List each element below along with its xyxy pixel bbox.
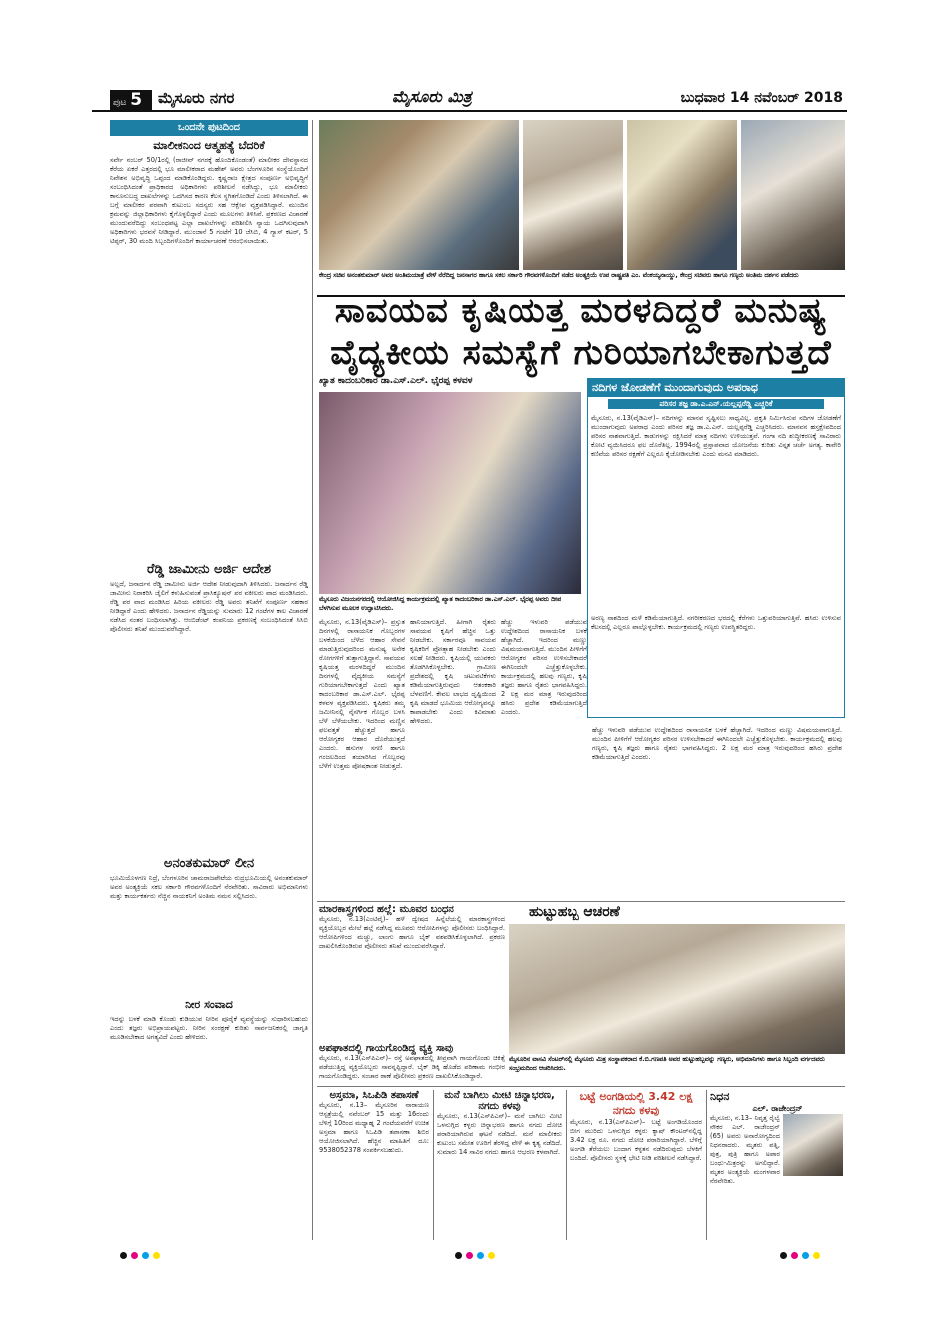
story-text: ಭೂಮಿಯೊಳಗಣ ನಿದ್ರೆ, ಬೆಂಗಳೂರಿನ ಚಾಮರಾಜಪೇಟೆಯ ರುದ್ರಭೂಮಿಯಲ್ಲಿ ಅನಂತಕುಮಾರ್ ಅವರ ಅಂತ್ಯಕ್ರಿಯೆ ಸಕಲ ಸರ್ಕಾರಿ ಗೌರವಗಳೊಂದಿಗೆ ನೆರವೇರಿತು. ಸಾವಿರಾರು ಅಭಿಮಾನಿಗಳು ಮತ್ತು ಕಾರ್ಯಕರ್ತರು ನೆಚ್ಚಿನ ನಾಯಕನಿಗೆ ಅಂತಿಮ ನಮನ ಸಲ್ಲಿಸಿದರು. bbox=[110, 874, 308, 900]
lead-photo-caption: ಮೈಸೂರು ವಿಜಯನಗರದಲ್ಲಿ ಆಯೋಜಿಸಿದ್ದ ಕಾರ್ಯಕ್ರಮದಲ್ಲಿ ಖ್ಯಾತ ಕಾದಂಬರಿಕಾರ ಡಾ.ಎಸ್.ಎಲ್. ಭೈರಪ್ಪ ಅವರು ದೀಪ ಬೆಳಗಿಸುವ ಮೂಲಕ ಉದ್ಘಾಟಿಸಿದರು. bbox=[319, 596, 562, 612]
river-subhead: ಪರಿಸರ ತಜ್ಞ ಡಾ.ಎ.ಎನ್.ಯಲ್ಲಪ್ಪರೆಡ್ಡಿ ಎಚ್ಚರಿಕೆ bbox=[608, 399, 824, 409]
lead-headline-line2: ವೈದ್ಯಕೀಯ ಸಮಸ್ಯೆಗೆ ಗುರಿಯಾಗಬೇಕಾಗುತ್ತದೆ bbox=[330, 333, 832, 373]
story-headline: ಅಸ್ತಮಾ, ಸಿಒಪಿಡಿ ತಪಾಸಣೆ bbox=[329, 1090, 419, 1101]
column-divider bbox=[312, 120, 313, 1240]
column-divider bbox=[566, 1090, 567, 1240]
funeral-photo bbox=[319, 120, 519, 270]
column-divider bbox=[433, 1090, 434, 1240]
page-header bbox=[92, 86, 847, 112]
lead-text-col1: ಮೈಸೂರು, ನ.13(ವೈಡಿಎಸ್)– ಪ್ರಸ್ತುತ ದಿನಗಳಲ್ಲಿ ರಾಸಾಯನಿಕ ಗೊಬ್ಬರಗಳ ಬಳಕೆಯಿಂದ ಬೆಳೆದ ಆಹಾರ ಸೇವನೆ ಮಾಡುತ್ತಿರುವುದರಿಂದ ಮನುಷ್ಯ ಅನೇಕ ರೋಗಗಳಿಗೆ ತುತ್ತಾಗುತ್ತಿದ್ದಾನೆ. ಸಾವಯವ ಕೃಷಿಯತ್ತ ಮರಳದಿದ್ದರೆ ಮುಂದಿನ ದಿನಗಳಲ್ಲಿ ವೈದ್ಯಕೀಯ ಸಮಸ್ಯೆಗೆ ಗುರಿಯಾಗಬೇಕಾಗುತ್ತದೆ ಎಂದು ಖ್ಯಾತ ಕಾದಂಬರಿಕಾರ ಡಾ.ಎಸ್.ಎಲ್. ಭೈರಪ್ಪ ಕಳವಳ ವ್ಯಕ್ತಪಡಿಸಿದರು. ಕೃಷಿಕರು ತಮ್ಮ ಜಮೀನಿನಲ್ಲಿ ನೈಸರ್ಗಿಕ ಗೊಬ್ಬರ ಬಳಸಿ ಬೆಳೆ ಬೆಳೆಯಬೇಕು. ಇದರಿಂದ ಮಣ್ಣಿನ ಫಲವತ್ತತೆ ಹೆಚ್ಚುತ್ತದೆ ಹಾಗೂ ಆರೋಗ್ಯಕರ ಆಹಾರ ದೊರೆಯುತ್ತದೆ ಎಂದರು. ಹಸುಗಳ ಸಗಣಿ ಹಾಗೂ ಗಂಜಲದಿಂದ ತಯಾರಿಸಿದ ಗೊಬ್ಬರವು ಬೆಳೆಗೆ ಉತ್ತಮ ಪೋಷಕಾಂಶ ನೀಡುತ್ತದೆ. bbox=[319, 618, 405, 770]
theft-story bbox=[437, 1090, 562, 1240]
river-text: ಮೈಸೂರು, ನ.13(ವೈಡಿಎಸ್)– ನದಿಗಳನ್ನು ಮಾನವ ಸೃಷ್ಟಿಸಲು ಸಾಧ್ಯವಿಲ್ಲ. ಪ್ರಕೃತಿ ನಿರ್ಮಿಸಿರುವ ನದಿಗಳ ಜೋಡಣೆಗೆ ಮುಂದಾಗುವುದು ಅಪರಾಧ ಎಂದು ಪರಿಸರ ತಜ್ಞ ಡಾ.ಎ.ಎನ್. ಯಲ್ಲಪ್ಪರೆಡ್ಡಿ ಎಚ್ಚರಿಸಿದರು. ಮಾನವನ ಹಸ್ತಕ್ಷೇಪದಿಂದ ಪರಿಸರ ನಾಶವಾಗುತ್ತಿದೆ. ಕಾಡುಗಳನ್ನು ರಕ್ಷಿಸಿದರೆ ಮಾತ್ರ ನದಿಗಳು ಉಳಿಯುತ್ತವೆ. ಗಂಗಾ ನದಿ ಶುದ್ಧೀಕರಣಕ್ಕೆ ಸಾವಿರಾರು ಕೋಟಿ ವ್ಯಯಿಸಿದರೂ ಫಲ ದೊರೆತಿಲ್ಲ. 1994ರಲ್ಲಿ ಪ್ರಸ್ತಾಪವಾದ ಯೋಜನೆಯ ಕುರಿತು ವಿಸ್ತೃತ ಚರ್ಚೆ ಅಗತ್ಯ. ಕಾವೇರಿ ಕಣಿವೆಯ ಪರಿಸರ ರಕ್ಷಣೆಗೆ ಎಲ್ಲರೂ ಕೈಜೋಡಿಸಬೇಕು ಎಂದು ಮನವಿ ಮಾಡಿದರು. bbox=[591, 414, 841, 458]
obituary-name: ಎಲ್. ರಾಜೇಂದ್ರನ್ bbox=[752, 1104, 803, 1113]
river-headline: ನದಿಗಳ ಜೋಡಣೆಗೆ ಮುಂದಾಗುವುದು ಅಪರಾಧ bbox=[588, 379, 844, 397]
lead-text-col2: ಹಾನಿಯಾಗುತ್ತಿದೆ. ಹೀಗಾಗಿ ರೈತರು ಸಾವಯವ ಕೃಷಿಗೆ ಹೆಚ್ಚಿನ ಒತ್ತು ನೀಡಬೇಕು. ಸರ್ಕಾರವೂ ಸಾವಯವ ಕೃಷಿಕರಿಗೆ ಪ್ರೋತ್ಸಾಹ ನೀಡಬೇಕು ಎಂದು ಸಲಹೆ ನೀಡಿದರು. ಕೃಷಿಯಲ್ಲಿ ಯುವಕರು ತೊಡಗಿಸಿಕೊಳ್ಳಬೇಕು. ಗ್ರಾಮೀಣ ಪ್ರದೇಶದಲ್ಲಿ ಕೃಷಿ ಚಟುವಟಿಕೆಗಳು ಕಡಿಮೆಯಾಗುತ್ತಿರುವುದು ಆತಂಕಕಾರಿ ಬೆಳವಣಿಗೆ. ಕೇವಲ ಲಾಭದ ದೃಷ್ಟಿಯಿಂದ ಕೃಷಿ ಮಾಡದೆ ಭೂಮಿಯ ಆರೋಗ್ಯವನ್ನೂ ಕಾಪಾಡಬೇಕು ಎಂದು ಕಿವಿಮಾತು ಹೇಳಿದರು. bbox=[410, 618, 496, 725]
story-headline: ಮಾಲೀಕನಿಂದ ಆತ್ಮಹತ್ಯೆ ಬೆದರಿಕೆ bbox=[153, 139, 265, 152]
section-title: ಮೈಸೂರು ನಗರ bbox=[158, 89, 235, 107]
birthday-caption: ಮೈಸೂರಿನ ವಾಸವಿ ಸೆಂಟರ್‌ನಲ್ಲಿ ಮೈಸೂರು ಮಿತ್ರ ಸಂಸ್ಥಾಪಕರಾದ ಕೆ.ಬಿ.ಗಣಪತಿ ಅವರ ಹುಟ್ಟುಹಬ್ಬವನ್ನು ಗಣ್ಯರು, ಅಭಿಮಾನಿಗಳು ಹಾಗೂ ಸಿಬ್ಬಂದಿ ವರ್ಗದವರು ಸಂಭ್ರಮದಿಂದ ಆಚರಿಸಿದರು. bbox=[509, 1056, 825, 1072]
issue-date: ಬುಧವಾರ 14 ನವೆಂಬರ್ 2018 bbox=[680, 90, 843, 106]
story-text: ಮೈಸೂರು, ನ.13(ಎಂಟಿವೈ)– ಹಳೆ ದ್ವೇಷದ ಹಿನ್ನೆಲೆಯಲ್ಲಿ ಮಾರಕಾಸ್ತ್ರಗಳಿಂದ ವ್ಯಕ್ತಿಯೊಬ್ಬರ ಮೇಲೆ ಹಲ್ಲೆ ನಡೆಸಿದ್ದ ಮೂವರು ಆರೋಪಿಗಳನ್ನು ಪೊಲೀಸರು ಬಂಧಿಸಿದ್ದಾರೆ. ಆರೋಪಿಗಳಿಂದ ಮಚ್ಚು, ಲಾಂಗು ಹಾಗೂ ಬೈಕ್ ವಶಪಡಿಸಿಕೊಳ್ಳಲಾಗಿದೆ. ಪ್ರಕರಣ ದಾಖಲಿಸಿಕೊಂಡಿರುವ ಪೊಲೀಸರು ತನಿಖೆ ಮುಂದುವರೆಸಿದ್ದಾರೆ. bbox=[319, 915, 505, 950]
birthday-headline: ಹುಟ್ಟುಹಬ್ಬ ಆಚರಣೆ bbox=[529, 904, 620, 920]
story-text: ಇದನ್ನು ಬಳಕೆ ಮಾಡಿ ಕೊಂಡು ಕುಡಿಯುವ ನೀರಿನ ಪೂರೈಕೆ ವ್ಯವಸ್ಥೆಯನ್ನು ಸುಧಾರಿಸಬಹುದು ಎಂದು ತಜ್ಞರು ಅಭಿಪ್ರಾಯಪಟ್ಟರು. ನೀರಿನ ಸಂರಕ್ಷಣೆ ಕುರಿತು ಸಾರ್ವಜನಿಕರಲ್ಲಿ ಜಾಗೃತಿ ಮೂಡಿಸಬೇಕಾದ ಅಗತ್ಯವಿದೆ ಎಂದು ಹೇಳಿದರು. bbox=[110, 1015, 308, 1041]
river-box bbox=[587, 378, 845, 718]
page-label: ಪುಟ bbox=[113, 98, 127, 108]
river-continued-text: ಹೆಚ್ಚು ಇಳುವರಿ ಪಡೆಯುವ ಉದ್ದೇಶದಿಂದ ರಾಸಾಯನಿಕ ಬಳಕೆ ಹೆಚ್ಚಾಗಿದೆ. ಇದರಿಂದ ಮಣ್ಣು ವಿಷಮಯವಾಗುತ್ತಿದೆ. ಮುಂದಿನ ಪೀಳಿಗೆಗೆ ಆರೋಗ್ಯಕರ ಪರಿಸರ ಉಳಿಸಬೇಕಾದರೆ ಈಗಿನಿಂದಲೇ ಎಚ್ಚೆತ್ತುಕೊಳ್ಳಬೇಕು. ಕಾರ್ಯಕ್ರಮದಲ್ಲಿ ಹಲವು ಗಣ್ಯರು, ಕೃಷಿ ತಜ್ಞರು ಹಾಗೂ ರೈತರು ಭಾಗವಹಿಸಿದ್ದರು. 2 ಲಕ್ಷ ಮರ ಮಾತ್ರ ಇರುವುದರಿಂದ ಹಸಿರು ಪ್ರದೇಶ ಕಡಿಮೆಯಾಗುತ್ತಿದೆ ಎಂದರು. bbox=[592, 726, 842, 761]
story-text: ಮೈಸೂರು, ನ.13– ಮೈಸೂರಿನ ನಾರಾಯಣ ಆಸ್ಪತ್ರೆಯಲ್ಲಿ ನವೆಂಬರ್ 15 ಮತ್ತು 16ರಂದು ಬೆಳಿಗ್ಗೆ 10ರಿಂದ ಮಧ್ಯಾಹ್ನ 2 ಗಂಟೆಯವರೆಗೆ ಉಚಿತ ಅಸ್ತಮಾ ಹಾಗೂ ಸಿಒಪಿಡಿ ತಪಾಸಣಾ ಶಿಬಿರ ಆಯೋಜಿಸಲಾಗಿದೆ. ಹೆಚ್ಚಿನ ಮಾಹಿತಿಗೆ ದೂ: 9538052378 ಸಂಪರ್ಕಿಸಬಹುದು. bbox=[319, 1101, 429, 1154]
lead-headline-line1: ಸಾವಯವ ಕೃಷಿಯತ್ತ ಮರಳದಿದ್ದರೆ ಮನುಷ್ಯ bbox=[334, 291, 828, 331]
print-marks bbox=[120, 1252, 160, 1259]
obituary bbox=[710, 1090, 845, 1240]
obituary-text: ಮೈಸೂರು, ನ.13– ನಿವೃತ್ತ ರೈಲ್ವೆ ನೌಕರ ಎಲ್. ರಾಜೇಂದ್ರನ್ (65) ಅವರು ಅನಾರೋಗ್ಯದಿಂದ ನಿಧನರಾದರು. ಮೃತರು ಪತ್ನಿ, ಪುತ್ರ, ಪುತ್ರಿ ಹಾಗೂ ಅಪಾರ ಬಂಧು-ಮಿತ್ರರನ್ನು ಅಗಲಿದ್ದಾರೆ. ಮೃತರ ಅಂತ್ಯಕ್ರಿಯೆ ಮಂಗಳವಾರ ನೆರವೇರಿತು. bbox=[710, 1114, 780, 1185]
leaders-photo-3 bbox=[741, 120, 845, 270]
paper-name: ಮೈಸೂರು ಮಿತ್ರ bbox=[392, 87, 472, 106]
photo-caption bbox=[319, 272, 845, 292]
obituary-label: ನಿಧನ bbox=[710, 1090, 730, 1103]
obituary-photo bbox=[783, 1114, 843, 1176]
story-headline: ಅಪಘಾತದಲ್ಲಿ ಗಾಯಗೊಂಡಿದ್ದ ವ್ಯಕ್ತಿ ಸಾವು bbox=[319, 1043, 454, 1054]
continued-label: ಒಂದನೇ ಪುಟದಿಂದ bbox=[110, 120, 308, 136]
story-headline: ಮನೆ ಬಾಗಿಲು ಮೀಟಿ ಚಿನ್ನಾಭರಣ, ನಗದು ಕಳವು bbox=[444, 1090, 555, 1112]
story-headline: ಬಟ್ಟೆ ಅಂಗಡಿಯಲ್ಲಿ 3.42 ಲಕ್ಷ ನಗದು ಕಳವು bbox=[579, 1090, 693, 1117]
leaders-photo-1 bbox=[523, 120, 623, 270]
lead-photo bbox=[319, 392, 581, 594]
story-text: ಮೈಸೂರು, ನ.13(ಎಸ್‌ಪಿಎನ್)– ರಸ್ತೆ ಅಪಘಾತದಲ್ಲಿ ತೀವ್ರವಾಗಿ ಗಾಯಗೊಂಡು ಚಿಕಿತ್ಸೆ ಪಡೆಯುತ್ತಿದ್ದ ವ್ಯಕ್ತಿಯೊಬ್ಬರು ಸಾವನ್ನಪ್ಪಿದ್ದಾರೆ. ಬೈಕ್ ಡಿಕ್ಕಿ ಹೊಡೆದ ಪರಿಣಾಮ ಗಂಭೀರ ಗಾಯಗೊಂಡಿದ್ದರು. ಸಂಚಾರ ಠಾಣೆ ಪೊಲೀಸರು ಪ್ರಕರಣ ದಾಖಲಿಸಿಕೊಂಡಿದ್ದಾರೆ. bbox=[319, 1054, 505, 1080]
left-column bbox=[110, 120, 308, 1240]
story-text: ಮೈಸೂರು, ನ.13(ಎಸ್‌ಪಿಎನ್)– ಬಟ್ಟೆ ಅಂಗಡಿಯೊಂದರ ಬೀಗ ಮುರಿದು ಒಳನುಗ್ಗಿದ ಕಳ್ಳರು ಕ್ಯಾಷ್ ಕೌಂಟರ್‌ನಲ್ಲಿದ್ದ 3.42 ಲಕ್ಷ ರೂ. ನಗದು ದೋಚಿ ಪರಾರಿಯಾಗಿದ್ದಾರೆ. ಬೆಳಿಗ್ಗೆ ಅಂಗಡಿ ತೆರೆಯಲು ಬಂದಾಗ ಕಳ್ಳತನ ನಡೆದಿರುವುದು ಬೆಳಕಿಗೆ ಬಂದಿದೆ. ಪೊಲೀಸರು ಸ್ಥಳಕ್ಕೆ ಭೇಟಿ ನೀಡಿ ಪರಿಶೀಲನೆ ನಡೆಸಿದ್ದಾರೆ. bbox=[570, 1118, 702, 1162]
shop-theft-story bbox=[570, 1090, 702, 1240]
print-marks bbox=[780, 1252, 820, 1259]
page-number: 5 bbox=[130, 90, 143, 110]
page-number-tag bbox=[110, 90, 152, 110]
story-text: ಅಲ್ಲದೆ, ಜನಾರ್ದನ ರೆಡ್ಡಿ ಜಾಮೀನು ಅರ್ಜಿ ಆದೇಶ ನೀಡುವುದಾಗಿ ತಿಳಿಸಿದರು. ಜನಾರ್ದನ ರೆಡ್ಡಿ ಜಾಮೀನು ನಿರಾಕರಿಸಿ ಜೈಲಿಗೆ ಕಳುಹಿಸುವಂತೆ ಪ್ರಾಸಿಕ್ಯೂಷನ್ ಪರ ವಕೀಲರು ವಾದ ಮಂಡಿಸಿದರು. ರೆಡ್ಡಿ ಪರ ವಾದ ಮಂಡಿಸಿದ ಹಿರಿಯ ವಕೀಲರು ರೆಡ್ಡಿ ಅವರು ತನಿಖೆಗೆ ಸಂಪೂರ್ಣ ಸಹಕಾರ ನೀಡಿದ್ದಾರೆ ಎಂದು ಹೇಳಿದರು. ಜನಾರ್ದನ ರೆಡ್ಡಿಯನ್ನು ಸುಮಾರು 12 ಗಂಟೆಗಳ ಕಾಲ ವಿಚಾರಣೆ ನಡೆಸಿದ ನಂತರ ಬಂಧಿಸಲಾಗಿತ್ತು. ಆಂಬಿಡೆಂಟ್ ಕಂಪನಿಯ ಪ್ರಕರಣಕ್ಕೆ ಸಂಬಂಧಿಸಿದಂತೆ ಸಿಸಿಬಿ ಪೊಲೀಸರು ತನಿಖೆ ಮುಂದುವರೆಸಿದ್ದಾರೆ. bbox=[110, 580, 308, 633]
asthma-story bbox=[319, 1090, 429, 1240]
story-headline: ಮಾರಕಾಸ್ತ್ರಗಳಿಂದ ಹಲ್ಲೆ: ಮೂವರ ಬಂಧನ bbox=[319, 904, 454, 915]
section-divider bbox=[317, 901, 845, 902]
leaders-photo-2 bbox=[627, 120, 737, 270]
story-headline: ನೀರ ಸಂವಾದ bbox=[185, 998, 233, 1011]
story-headline: ಅನಂತಕುಮಾರ್ ಲೀನ bbox=[163, 856, 255, 871]
newspaper-page bbox=[92, 86, 847, 1248]
river-text-2: ಅರಣ್ಯ ನಾಶದಿಂದ ಮಳೆ ಕಡಿಮೆಯಾಗುತ್ತಿದೆ. ನಗರೀಕರಣದ ಭರದಲ್ಲಿ ಕೆರೆಗಳು ಒತ್ತುವರಿಯಾಗುತ್ತಿವೆ. ಹಸಿರು ಉಳಿಸುವ ಕೆಲಸದಲ್ಲಿ ಎಲ್ಲರೂ ಪಾಲ್ಗೊಳ್ಳಬೇಕು. ಕಾರ್ಯಕ್ರಮದಲ್ಲಿ ಗಣ್ಯರು ಉಪಸ್ಥಿತರಿದ್ದರು. bbox=[591, 614, 841, 631]
caption-text: ಕೇಂದ್ರ ಸಚಿವ ಅನಂತಕುಮಾರ್ ಅವರ ಅಂತಿಮಯಾತ್ರೆ ವೇಳೆ ನೆರೆದಿದ್ದ ಜನಸಾಗರ ಹಾಗೂ ಸಕಲ ಸರ್ಕಾರಿ ಗೌರವಗಳೊಂದಿಗೆ ನಡೆದ ಅಂತ್ಯಕ್ರಿಯೆ bbox=[319, 272, 597, 279]
story-text: ಮೈಸೂರು, ನ.13(ಎಸ್‌ಪಿಎನ್)– ಮನೆ ಬಾಗಿಲು ಮೀಟಿ ಒಳನುಗ್ಗಿದ ಕಳ್ಳರು ಚಿನ್ನಾಭರಣ ಹಾಗೂ ನಗದು ದೋಚಿ ಪರಾರಿಯಾಗಿರುವ ಘಟನೆ ನಡೆದಿದೆ. ಮನೆ ಮಾಲೀಕರು ಕುಟುಂಬ ಸಮೇತ ಊರಿಗೆ ತೆರಳಿದ್ದ ವೇಳೆ ಈ ಕೃತ್ಯ ನಡೆದಿದೆ. ಸುಮಾರು 14 ಸಾವಿರ ನಗದು ಹಾಗೂ ಆಭರಣ ಕಳವಾಗಿದೆ. bbox=[437, 1112, 562, 1156]
caption-text: ಉಪ ರಾಷ್ಟ್ರಪತಿ ಎಂ. ವೆಂಕಯ್ಯನಾಯ್ಡು, ಕೇಂದ್ರ ಸಚಿವರು ಹಾಗೂ ಗಣ್ಯರು ಅಂತಿಮ ದರ್ಶನ ಪಡೆದರು bbox=[599, 272, 799, 279]
section-divider bbox=[317, 1086, 845, 1087]
birthday-photo bbox=[509, 924, 845, 1054]
column-divider bbox=[706, 1090, 707, 1240]
print-marks bbox=[455, 1252, 495, 1259]
story-headline: ರೆಡ್ಡಿ ಜಾಮೀನು ಅರ್ಜಿ ಆದೇಶ bbox=[147, 562, 271, 577]
lead-byline: ಖ್ಯಾತ ಕಾದಂಬರಿಕಾರ ಡಾ.ಎಸ್.ಎಲ್. ಭೈರಪ್ಪ ಕಳವಳ bbox=[319, 376, 473, 386]
story-text: ಸರ್ವೇ ನಂಬರ್ 50/1ರಲ್ಲಿ (ರಾಜೀವ್ ನಗರಕ್ಕೆ ಹೊಂದಿಕೊಂಡಂತೆ) ಮಾಲೀಕರ ದೇವಸ್ಥಾನದ ಕೆರೆಯ ಏಕರೆ ಎತ್ತರದಲ್ಲಿ ಭೂ ಮಾಲೀಕರಾದ ಮಹೇಶ್ ಅವರು ಬೆಂಗಳೂರಿನ ಸಂಸ್ಥೆಯೊಂದಿಗೆ ನಿವೇಶನ ಅಭಿವೃದ್ಧಿ ಒಪ್ಪಂದ ಮಾಡಿಕೊಂಡಿದ್ದರು. ಕೃಷ್ಣರಾಜ ಕ್ಷೇತ್ರದ ಸಂಪೂರ್ಣ ಅಭಿವೃದ್ಧಿಗೆ ಸಂಬಂಧಿಸಿದಂತೆ ಪ್ರಾಧಿಕಾರದ ಅಧಿಕಾರಿಗಳು ಪರಿಶೀಲನೆ ನಡೆಸಿದ್ದು, ಭೂ ಮಾಲೀಕರು ಕಾನೂನುಬದ್ಧ ದಾಖಲೆಗಳನ್ನು ಒದಗಿಸದ ಕಾರಣ ಕೆಲಸ ಸ್ಥಗಿತಗೊಂಡಿದೆ ಎಂದು ತಿಳಿಸಲಾಗಿದೆ. ಈ ಬಗ್ಗೆ ಮಾಲೀಕರ ಪರವಾಗಿ ಕುಟುಂಬ ಸದಸ್ಯರು ಸಹ ಆಕ್ಷೇಪ ವ್ಯಕ್ತಪಡಿಸಿದ್ದಾರೆ. ಮುಂದಿನ ಕ್ರಮವನ್ನು ಜಿಲ್ಲಾಧಿಕಾರಿಗಳು ಕೈಗೊಳ್ಳಲಿದ್ದಾರೆ ಎಂದು ಮೂಲಗಳು ತಿಳಿಸಿವೆ. ಪ್ರಕರಣದ ವಿಚಾರಣೆ ಮುಂದುವರೆದಿದ್ದು ಸಂಬಂಧಪಟ್ಟ ಎಲ್ಲಾ ದಾಖಲೆಗಳನ್ನು ಪರಿಶೀಲಿಸಿ ನ್ಯಾಯ ಒದಗಿಸುವುದಾಗಿ ಅಧಿಕಾರಿಗಳು ಭರವಸೆ ನೀಡಿದ್ದಾರೆ. ಮುಂಜಾನೆ 5 ಗಂಟೆಗೆ 10 ಜೆಸಿಬಿ, 4 ಗ್ಯಾಸ್ ಕಟರ್, 5 ಟಿಪ್ಪರ್, 30 ಮಂದಿ ಸಿಬ್ಬಂದಿಗಳೊಂದಿಗೆ ಕಾರ್ಯಾಚರಣೆ ಆರಂಭಿಸಲಾಯಿತು. bbox=[110, 156, 308, 245]
lead-text-col3: ಹೆಚ್ಚು ಇಳುವರಿ ಪಡೆಯುವ ಉದ್ದೇಶದಿಂದ ರಾಸಾಯನಿಕ ಬಳಕೆ ಹೆಚ್ಚಾಗಿದೆ. ಇದರಿಂದ ಮಣ್ಣು ವಿಷಮಯವಾಗುತ್ತಿದೆ. ಮುಂದಿನ ಪೀಳಿಗೆಗೆ ಆರೋಗ್ಯಕರ ಪರಿಸರ ಉಳಿಸಬೇಕಾದರೆ ಈಗಿನಿಂದಲೇ ಎಚ್ಚೆತ್ತುಕೊಳ್ಳಬೇಕು. ಕಾರ್ಯಕ್ರಮದಲ್ಲಿ ಹಲವು ಗಣ್ಯರು, ಕೃಷಿ ತಜ್ಞರು ಹಾಗೂ ರೈತರು ಭಾಗವಹಿಸಿದ್ದರು. 2 ಲಕ್ಷ ಮರ ಮಾತ್ರ ಇರುವುದರಿಂದ ಹಸಿರು ಪ್ರದೇಶ ಕಡಿಮೆಯಾಗುತ್ತಿದೆ ಎಂದರು. bbox=[501, 618, 587, 716]
